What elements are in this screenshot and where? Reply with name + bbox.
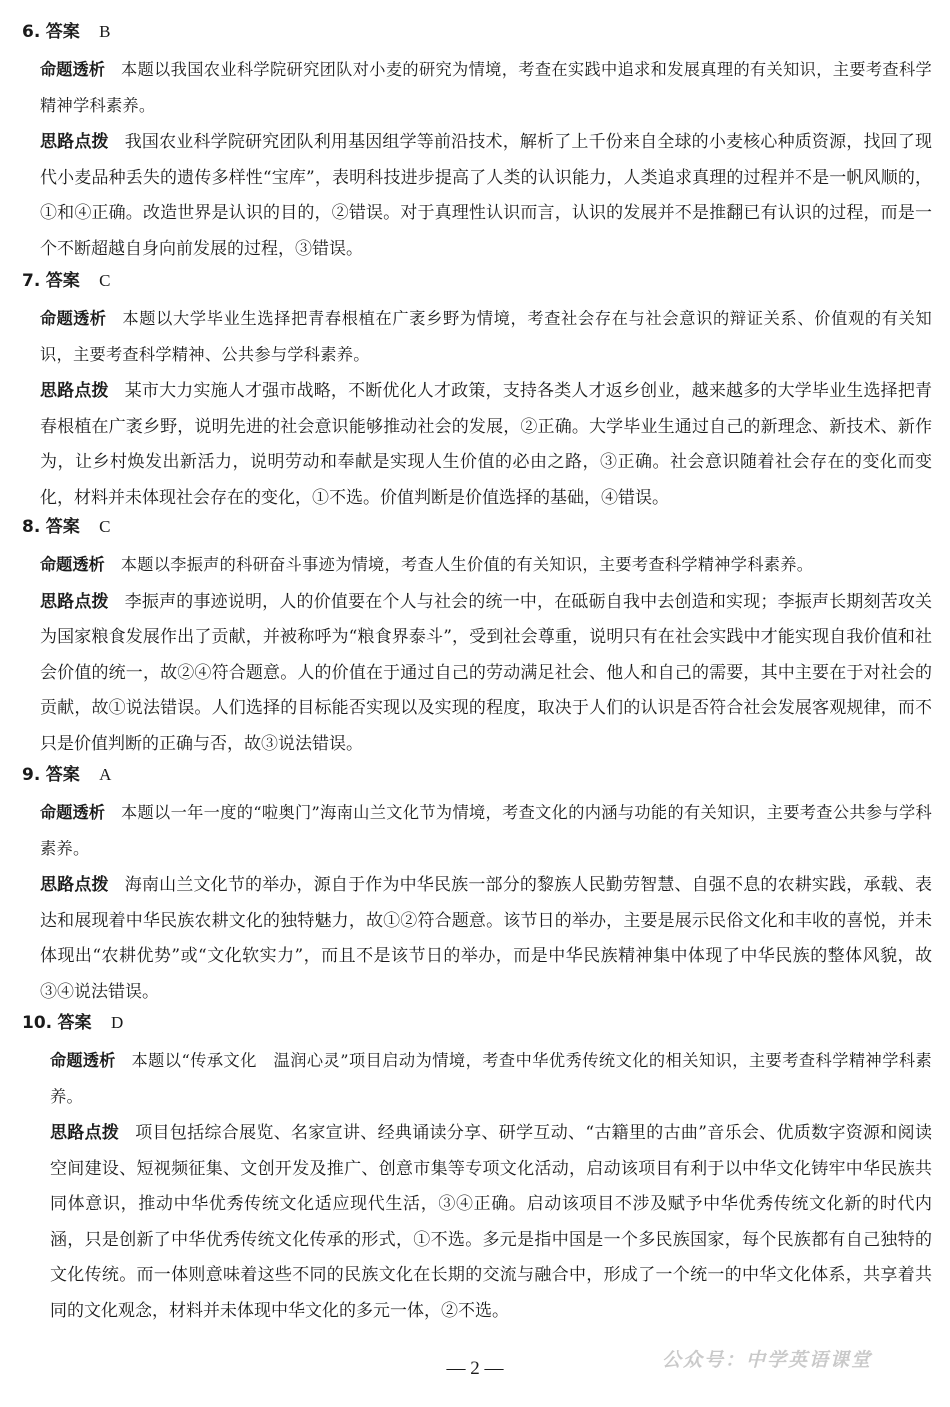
answer-label: 答案	[45, 517, 80, 537]
hint-paragraph	[40, 374, 932, 516]
analysis-text: 本题以我国农业科学院研究团队对小麦的研究为情境，考查在实践中追求和发展真理的有关知识，主要考查科学精神学科素养。	[40, 60, 932, 115]
analysis-paragraph	[50, 1043, 932, 1114]
analysis-label: 命题透析	[40, 555, 105, 574]
analysis-paragraph	[40, 301, 932, 372]
answer-value: A	[99, 765, 112, 784]
question-6	[22, 22, 932, 267]
question-number: 9.	[22, 765, 41, 785]
hint-label: 思路点拨	[40, 132, 109, 152]
answer-label: 答案	[45, 271, 80, 291]
hint-text: 项目包括综合展览、名家宣讲、经典诵读分享、研学互动、“古籍里的古曲”音乐会、优质数字资源和阅读空间建设、短视频征集、文创开发及推广、创意市集等专项文化活动，启动该项目有利于以中华文化铸牢中华民族共同体意识，推动中华优秀传统文化适应现代生活，③④正确。启动该项目不涉及赋予中华优秀传统文化新的时代内涵，只是创新了中华优秀传统文化传承的形式，①不选。多元是指中国是一个多民族国家，每个民族都有自己独特的文化传统。而一体则意味着这些不同的民族文化在长期的交流与融合中，形成了一个统一的中华文化体系，共享着共同的文化观念，材料并未体现中华文化的多元一体，②不选。	[50, 1123, 932, 1321]
hint-label: 思路点拨	[40, 875, 109, 895]
page-number: — 2 —	[446, 1358, 504, 1379]
hint-text: 我国农业科学院研究团队利用基因组学等前沿技术，解析了上千份来自全球的小麦核心种质资源，找回了现代小麦品种丢失的遗传多样性“宝库”，表明科技进步提高了人类的认识能力，人类追求真理的过程并不是一帆风顺的，①和④正确。改造世界是认识的目的，②错误。对于真理性认识而言，认识的发展并不是推翻已有认识的过程，而是一个不断超越自身向前发展的过程，③错误。	[40, 132, 933, 259]
analysis-text: 本题以李振声的科研奋斗事迹为情境，考查人生价值的有关知识，主要考查科学精神学科素养。	[120, 555, 814, 574]
analysis-label: 命题透析	[50, 1051, 116, 1070]
question-number: 8.	[22, 517, 41, 537]
question-number: 10.	[22, 1013, 53, 1033]
hint-text: 李振声的事迹说明，人的价值要在个人与社会的统一中，在砥砺自我中去创造和实现；李振声长期刻苦攻关为国家粮食发展作出了贡献，并被称呼为“粮食界泰斗”，受到社会尊重，说明只有在社会实践中才能实现自我价值和社会价值的统一，故②④符合题意。人的价值在于通过自己的劳动满足社会、他人和自己的需要，其中主要在于对社会的贡献，故①说法错误。人们选择的目标能否实现以及实现的程度，取决于人们的认识是否符合社会发展客观规律，而不只是价值判断的正确与否，故③说法错误。	[40, 591, 933, 754]
hint-paragraph	[40, 125, 932, 267]
hint-text: 海南山兰文化节的举办，源自于作为中华民族一部分的黎族人民勤劳智慧、自强不息的农耕实践，承载、表达和展现着中华民族农耕文化的独特魅力，故①②符合题意。该节日的举办，主要是展示民俗文化和丰收的喜悦，并未体现出“农耕优势”或“文化软实力”，而且不是该节日的举办，而是中华民族精神集中体现了中华民族的整体风貌，故③④说法错误。	[40, 875, 933, 1002]
analysis-paragraph	[40, 795, 932, 866]
question-number: 7.	[22, 271, 41, 291]
answer-value: D	[110, 1013, 124, 1032]
hint-text: 某市大力实施人才强市战略，不断优化人才政策，支持各类人才返乡创业，越来越多的大学毕业生选择把青春根植在广袤乡野，说明先进的社会意识能够推动社会的发展，②正确。大学毕业生通过自己的新理念、新技术、新作为，让乡村焕发出新活力，说明劳动和奉献是实现人生价值的必由之路，③正确。社会意识随着社会存在的变化而变化，材料并未体现社会存在的变化，①不选。价值判断是价值选择的基础，④错误。	[40, 381, 933, 508]
analysis-paragraph	[40, 547, 932, 583]
question-10	[22, 1013, 932, 1329]
analysis-text: 本题以“传承文化 温润心灵”项目启动为情境，考查中华优秀传统文化的相关知识，主要考查科学精神学科素养。	[50, 1051, 933, 1106]
question-number: 6.	[22, 22, 41, 42]
answer-label: 答案	[57, 1013, 92, 1033]
question-header	[22, 1013, 932, 1035]
hint-paragraph	[40, 868, 932, 1010]
watermark: 公众号：中学英语课堂	[662, 1349, 873, 1371]
answer-value: B	[99, 22, 111, 41]
question-header	[22, 271, 932, 293]
question-7	[22, 271, 932, 516]
question-header	[22, 22, 932, 44]
analysis-label: 命题透析	[40, 803, 105, 822]
hint-label: 思路点拨	[40, 591, 109, 612]
analysis-paragraph	[40, 52, 932, 123]
answer-label: 答案	[45, 765, 80, 785]
answer-value: C	[99, 271, 111, 290]
analysis-text: 本题以一年一度的“啦奥门”海南山兰文化节为情境，考查文化的内涵与功能的有关知识，主要考查公共参与学科素养。	[40, 803, 933, 858]
question-9	[22, 765, 932, 1010]
question-header	[22, 517, 932, 539]
analysis-label: 命题透析	[40, 60, 106, 79]
hint-paragraph	[50, 1116, 932, 1329]
analysis-label: 命题透析	[40, 309, 107, 328]
hint-label: 思路点拨	[50, 1123, 120, 1143]
question-header	[22, 765, 932, 787]
answer-value: C	[99, 517, 111, 536]
answer-label: 答案	[45, 22, 80, 42]
analysis-text: 本题以大学毕业生选择把青春根植在广袤乡野为情境，考查社会存在与社会意识的辩证关系、价值观的有关知识，主要考查科学精神、公共参与学科素养。	[40, 309, 932, 364]
question-8	[22, 517, 932, 762]
hint-label: 思路点拨	[40, 381, 109, 401]
hint-paragraph	[40, 585, 932, 763]
